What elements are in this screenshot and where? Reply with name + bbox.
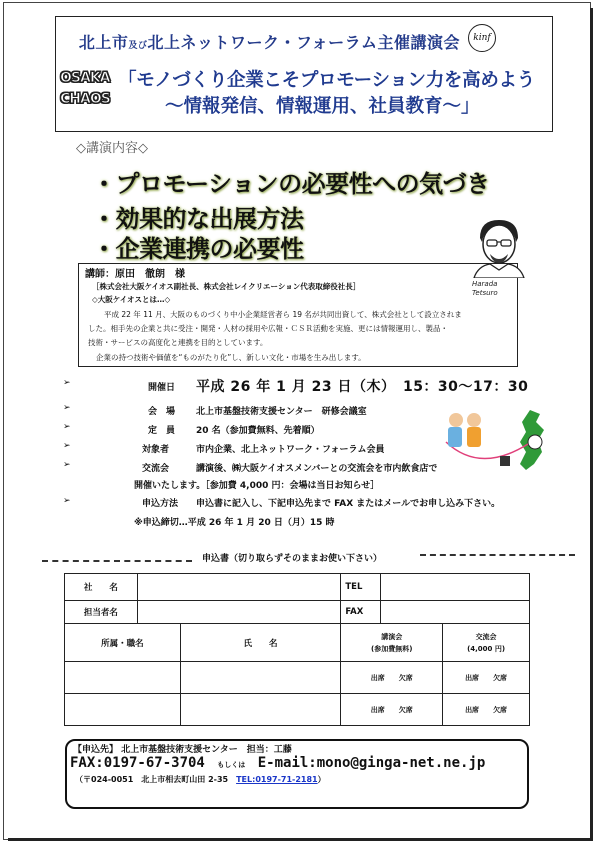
apply-label: 申込方法 <box>142 499 179 509</box>
bullet-arrow: ➢ <box>63 403 71 413</box>
attend-option[interactable]: 出席 <box>465 705 480 714</box>
kinf-logo-text: kinf <box>473 33 491 43</box>
bullet-arrow: ➢ <box>63 422 71 432</box>
about-line-3: 技術・サービスの高度化と連携を目的としています。 <box>88 338 268 347</box>
absent-option[interactable]: 欠席 <box>493 673 508 682</box>
main-title-line2: ～情報発信、情報運用、社員教育～」 <box>165 96 480 117</box>
cut-line-right <box>420 554 575 556</box>
attend-option[interactable]: 出席 <box>465 673 480 682</box>
caption-line2: Tetsuro <box>472 289 498 297</box>
about-heading: ◇大阪ケイオスとは…◇ <box>92 295 171 304</box>
form-row-person <box>65 601 530 624</box>
form-row-entry-2 <box>65 694 530 726</box>
contact-address: （〒024-0051 北上市相去町山田 2-35 <box>75 775 237 784</box>
social-choice-2[interactable] <box>443 694 530 726</box>
main-title-line1: 「モノづくり企業こそプロモーション力を高めよう <box>118 70 535 91</box>
social-value: 講演後、㈱大阪ケイオスメンバーとの交流会を市内飲食店で <box>196 464 438 474</box>
company-input[interactable] <box>137 574 340 601</box>
organizer-suffix: 北上ネットワーク・フォーラム主催講演会 <box>147 33 460 52</box>
organizer-prefix: 北上市 <box>78 33 129 52</box>
lecture-label: 講演会 <box>381 632 403 641</box>
social-label: 交流会 <box>142 464 170 474</box>
osaka-logo-line2: CHAOS <box>60 91 110 107</box>
speaker-illustration-icon <box>466 212 532 278</box>
contact-address-line <box>75 774 326 785</box>
absent-option[interactable]: 欠席 <box>398 673 413 682</box>
lecture-note: (参加費無料) <box>371 644 413 653</box>
speaker-affiliation: ［株式会社大阪ケイオス副社長、株式会社レイクリエーション代表取締役社長］ <box>92 282 361 291</box>
lecture-choice-2[interactable] <box>341 694 443 726</box>
contact-tel-link[interactable]: TEL:0197-71-2181 <box>236 775 318 784</box>
contact-fax-email <box>70 755 485 771</box>
caption-line1: Harada <box>472 280 498 288</box>
person-input[interactable] <box>137 601 340 624</box>
topic-1: ・プロモーションの必要性への気づき <box>92 170 490 198</box>
content-label: ◇講演内容◇ <box>76 141 148 156</box>
osaka-logo-line1: OSAKA <box>60 70 110 86</box>
form-social-label: 交流会 <box>475 632 497 641</box>
tel-label: TEL <box>341 574 381 601</box>
form-row-company <box>65 574 530 601</box>
speaker-caption <box>472 280 498 298</box>
bullet-arrow: ➢ <box>63 496 71 506</box>
application-form <box>64 573 530 726</box>
date-label: 開催日 <box>148 383 176 393</box>
lecture-choice-1[interactable] <box>341 662 443 694</box>
dept-input-2[interactable] <box>65 694 181 726</box>
social-choice-1[interactable] <box>443 662 530 694</box>
organizer-and: 及び <box>128 41 148 51</box>
date-value: 平成 26 年 1 月 23 日（木） 15：30～17：30 <box>196 379 529 395</box>
about-line-4: 企業の持つ技術や価値を“ものがたり化”し、新しい文化・市場を生み出します。 <box>96 353 366 362</box>
osaka-chaos-logo <box>60 68 112 114</box>
kinf-logo <box>468 24 496 52</box>
about-line-1: 平成 22 年 11 月、大阪のものづくり中小企業経営者ら 19 名が共同出資して、株式会社として設立されま <box>104 310 462 319</box>
name-label: 氏 名 <box>180 624 341 662</box>
dept-input-1[interactable] <box>65 662 181 694</box>
topic-3: ・企業連携の必要性 <box>92 235 304 263</box>
lecture-header <box>341 624 443 662</box>
deadline: ※申込締切…平成 26 年 1 月 20 日（月）15 時 <box>134 518 335 528</box>
topic-2: ・効果的な出展方法 <box>92 205 304 233</box>
form-row-entry-1 <box>65 662 530 694</box>
page-shadow-bottom <box>8 838 593 841</box>
bullet-arrow: ➢ <box>63 378 71 388</box>
venue-value: 北上市基盤技術支援センター 研修会議室 <box>196 407 367 417</box>
contact-email[interactable]: E-mail:mono@ginga-net.ne.jp <box>257 755 486 771</box>
tel-input[interactable] <box>381 574 530 601</box>
company-label: 社 名 <box>65 574 138 601</box>
form-social-note: (4,000 円) <box>467 644 506 653</box>
page-shadow-right <box>590 8 593 840</box>
capacity-label: 定 員 <box>148 426 176 436</box>
attend-option[interactable]: 出席 <box>370 673 385 682</box>
organizer-line <box>60 30 460 53</box>
form-title: 申込書（切り取らずそのままお使い下さい） <box>202 554 383 564</box>
fax-input[interactable] <box>381 601 530 624</box>
bullet-arrow: ➢ <box>63 441 71 451</box>
absent-option[interactable]: 欠席 <box>398 705 413 714</box>
social-header <box>443 624 530 662</box>
target-value: 市内企業、北上ネットワーク・フォーラム会員 <box>196 445 385 455</box>
capacity-value: 20 名（参加費無料、先着順） <box>196 426 320 436</box>
attend-option[interactable]: 出席 <box>370 705 385 714</box>
venue-label: 会 場 <box>148 407 176 417</box>
about-line-2: した。相手先の企業と共に受注・開発・人材の採用や広報・ＣＳＲ活動を実施、更には情報運用し、製品・ <box>88 324 448 333</box>
social-value-2: 開催いたします。［参加費 4,000 円：会場は当日お知らせ］ <box>134 481 380 491</box>
people-map-illustration-icon <box>440 408 550 474</box>
speaker-name: 講師：原田 徹朗 様 <box>85 269 185 280</box>
contact-address-end: ） <box>317 775 326 784</box>
contact-heading: 【申込先】 北上市基盤技術支援センター 担当：工藤 <box>73 745 292 755</box>
absent-option[interactable]: 欠席 <box>493 705 508 714</box>
person-label: 担当者名 <box>65 601 138 624</box>
dept-label: 所属・職名 <box>65 624 181 662</box>
form-row-header <box>65 624 530 662</box>
fax-label: FAX <box>341 601 381 624</box>
cut-line-left <box>42 560 192 562</box>
contact-or: もしくは <box>217 761 246 769</box>
name-input-1[interactable] <box>180 662 341 694</box>
target-label: 対象者 <box>142 445 170 455</box>
apply-value: 申込書に記入し、下記申込先まで FAX またはメールでお申し込み下さい。 <box>196 499 501 509</box>
bullet-arrow: ➢ <box>63 460 71 470</box>
name-input-2[interactable] <box>180 694 341 726</box>
contact-fax: FAX:0197-67-3704 <box>70 755 205 771</box>
